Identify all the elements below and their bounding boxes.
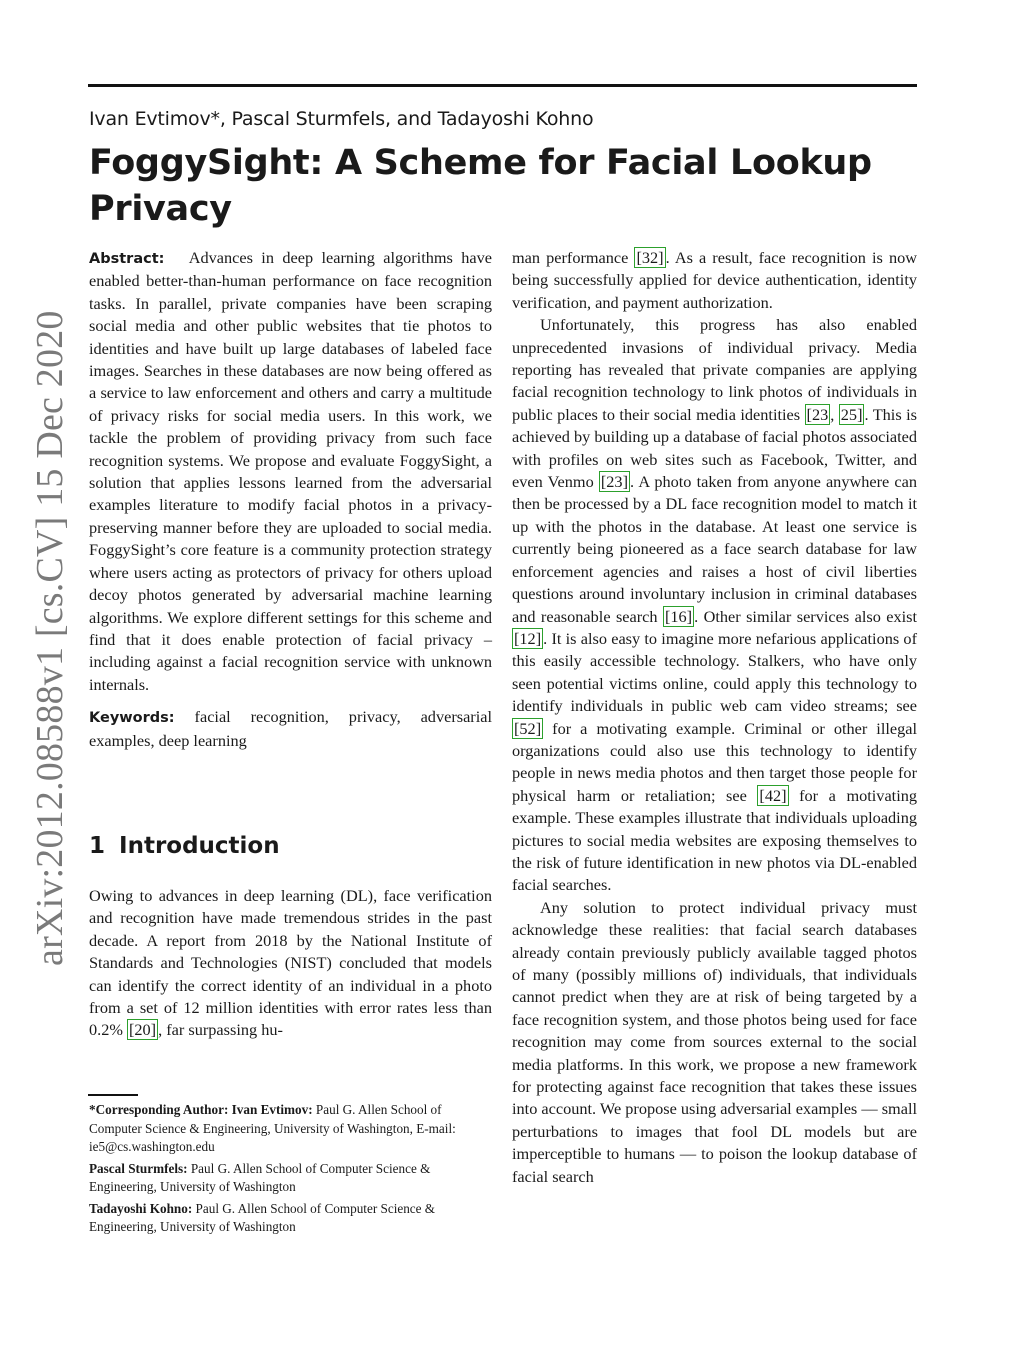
footnote-author-3 <box>89 1200 492 1237</box>
intro-text: Owing to advances in deep learning (DL), face verification and recognition have made tremendous strides in the past decade. A report from 2018 by the National Institute of Standards and Technologies (NIST) concluded that models can identify the correct identity of an individual in a photo from a set of 12 million identities with error rates less than 0.2% <box>89 886 492 1040</box>
body-text: Unfortunately, this progress has also enabled unprecedented invasions of individual privacy. Media reporting has revealed that private companies are applying facial recognition technology to link photos of individuals in public places to their social media identities <box>512 315 917 424</box>
footnote-author-2 <box>89 1160 492 1197</box>
footnote-rule <box>88 1094 138 1096</box>
citation-link[interactable]: [52] <box>514 718 542 738</box>
body-text: for a motivating example. These examples illustrate that individuals uploading pictures to social media websites are exposing themselves to the risk of future identification in new photos via DL-enabled facial searches. <box>512 785 918 895</box>
section-number: 1 <box>89 833 106 859</box>
body-text: . It is also easy to imagine more nefarious applications of this easily accessible technology. Stalkers, who have only seen potential victims online, could apply this technology to identify individuals in public web cam video streams; see <box>512 628 917 716</box>
author-list: Ivan Evtimov*, Pascal Sturmfels, and Tadayoshi Kohno <box>89 108 594 130</box>
section-heading-introduction <box>89 833 294 859</box>
body-paragraph <box>512 897 917 1188</box>
abstract-column <box>89 247 492 752</box>
abstract <box>89 247 492 696</box>
footnotes <box>89 1101 492 1237</box>
citation-link[interactable]: [23] <box>600 472 628 492</box>
body-text: for a motivating example. Criminal or other illegal organizations could also use this technology to identify people in news media photos and then target those people for physical harm or retaliation; see <box>512 718 917 805</box>
body-paragraph <box>512 247 917 314</box>
citation-link[interactable]: [32] <box>636 248 664 267</box>
citation-link[interactable]: [42] <box>759 785 787 805</box>
footnote-label: *Corresponding Author: Ivan Evtimov: <box>89 1102 313 1117</box>
footnote-text: Paul G. Allen School of Computer Science & Engineering, University of Washington, E-mail: ie5@cs.washington.edu <box>89 1102 456 1154</box>
citation-link[interactable]: [23 <box>806 404 829 424</box>
keywords <box>89 706 492 752</box>
header-rule <box>88 84 917 87</box>
footnote-text: Paul G. Allen School of Computer Science & Engineering, University of Washington <box>89 1200 436 1234</box>
section-title: Introduction <box>119 833 280 859</box>
citation-link[interactable]: [16] <box>664 606 693 626</box>
citation-link[interactable]: [20] <box>128 1020 157 1040</box>
footnote-label: Pascal Sturmfels: <box>89 1160 188 1176</box>
footnote-author-1 <box>89 1101 492 1157</box>
body-text: . A photo taken from anyone anywhere can then be processed by a DL face recognition model to match it up with the photos in the database. At least one service is currently being pioneered as a face search database for law enforcement agencies and raises a host of civil liberties questions around involuntary inclusion in criminal databases and reasonable search <box>512 472 917 626</box>
body-text: . This is achieved by building up a database of facial photos associated with profiles on web sites such as Facebook, Twitter, and even Venmo <box>512 404 917 492</box>
abstract-label: Abstract: <box>89 251 165 267</box>
footnote-text: Paul G. Allen School of Computer Science & Engineering, University of Washington <box>89 1160 431 1194</box>
intro-paragraph-1 <box>89 885 492 1042</box>
citation-link[interactable]: 25] <box>840 404 863 424</box>
abstract-text: Advances in deep learning algorithms have enabled better-than-human performance on face recognition tasks. In parallel, private companies have been scraping social media and other public websites that tie photos to identities and have built up large databases of labeled face images. Searches in these databases are now being offered as a service to law enforcement and others and carry a multitude of privacy risks for social media users. In this work, we tackle the problem of providing privacy from such face recognition systems. We propose and evaluate FoggySight, a solution that applies lessons learned from the adversarial examples literature to modify facial photos in a privacy-preserving manner before they are uploaded to social media. FoggySight’s core feature is a community protection strategy where users acting as protectors of privacy for others upload decoy photos generated by adversarial machine learning algorithms. We explore different settings for this scheme and find that it does enable protection of facial privacy – including against a facial recognition service with unknown internals. <box>89 248 492 694</box>
body-text: . As a result, face recognition is now being successfully applied for device authentication, identity verification, and payment authorization. <box>512 248 918 312</box>
intro-text: , far surpassing hu- <box>158 1020 283 1040</box>
body-text: . Other similar services also exist <box>694 606 918 626</box>
body-text: Any solution to protect individual privacy must acknowledge these realities: that facial search databases already contain previously publicly available tagged photos of many (possibly millions of) individuals, that individuals cannot predict when they are at risk of being targeted by a face recognition system, and those photos being used for face recognition may come from sources external to the social media platforms. In this work, we propose a new framework for protecting against face recognition that takes these issues into account. We propose using adversarial examples — small perturbations to images that fool DL models but are imperceptible to humans — to poison the lookup database of facial search <box>512 897 917 1186</box>
citation-link[interactable]: [12] <box>514 628 542 648</box>
body-column-right <box>512 247 917 1188</box>
footnote-label: Tadayoshi Kohno: <box>89 1200 193 1216</box>
body-paragraph <box>512 314 917 897</box>
paper-title: FoggySight: A Scheme for Facial Lookup Privacy <box>89 143 872 229</box>
arxiv-stamp: arXiv:2012.08588v1 [cs.CV] 15 Dec 2020 <box>29 310 71 966</box>
body-text: man performance <box>512 248 635 267</box>
citation-separator: , <box>830 404 839 424</box>
keywords-label: Keywords: <box>89 710 175 727</box>
keywords-text: facial recognition, privacy, adversarial examples, deep learning <box>89 707 492 750</box>
